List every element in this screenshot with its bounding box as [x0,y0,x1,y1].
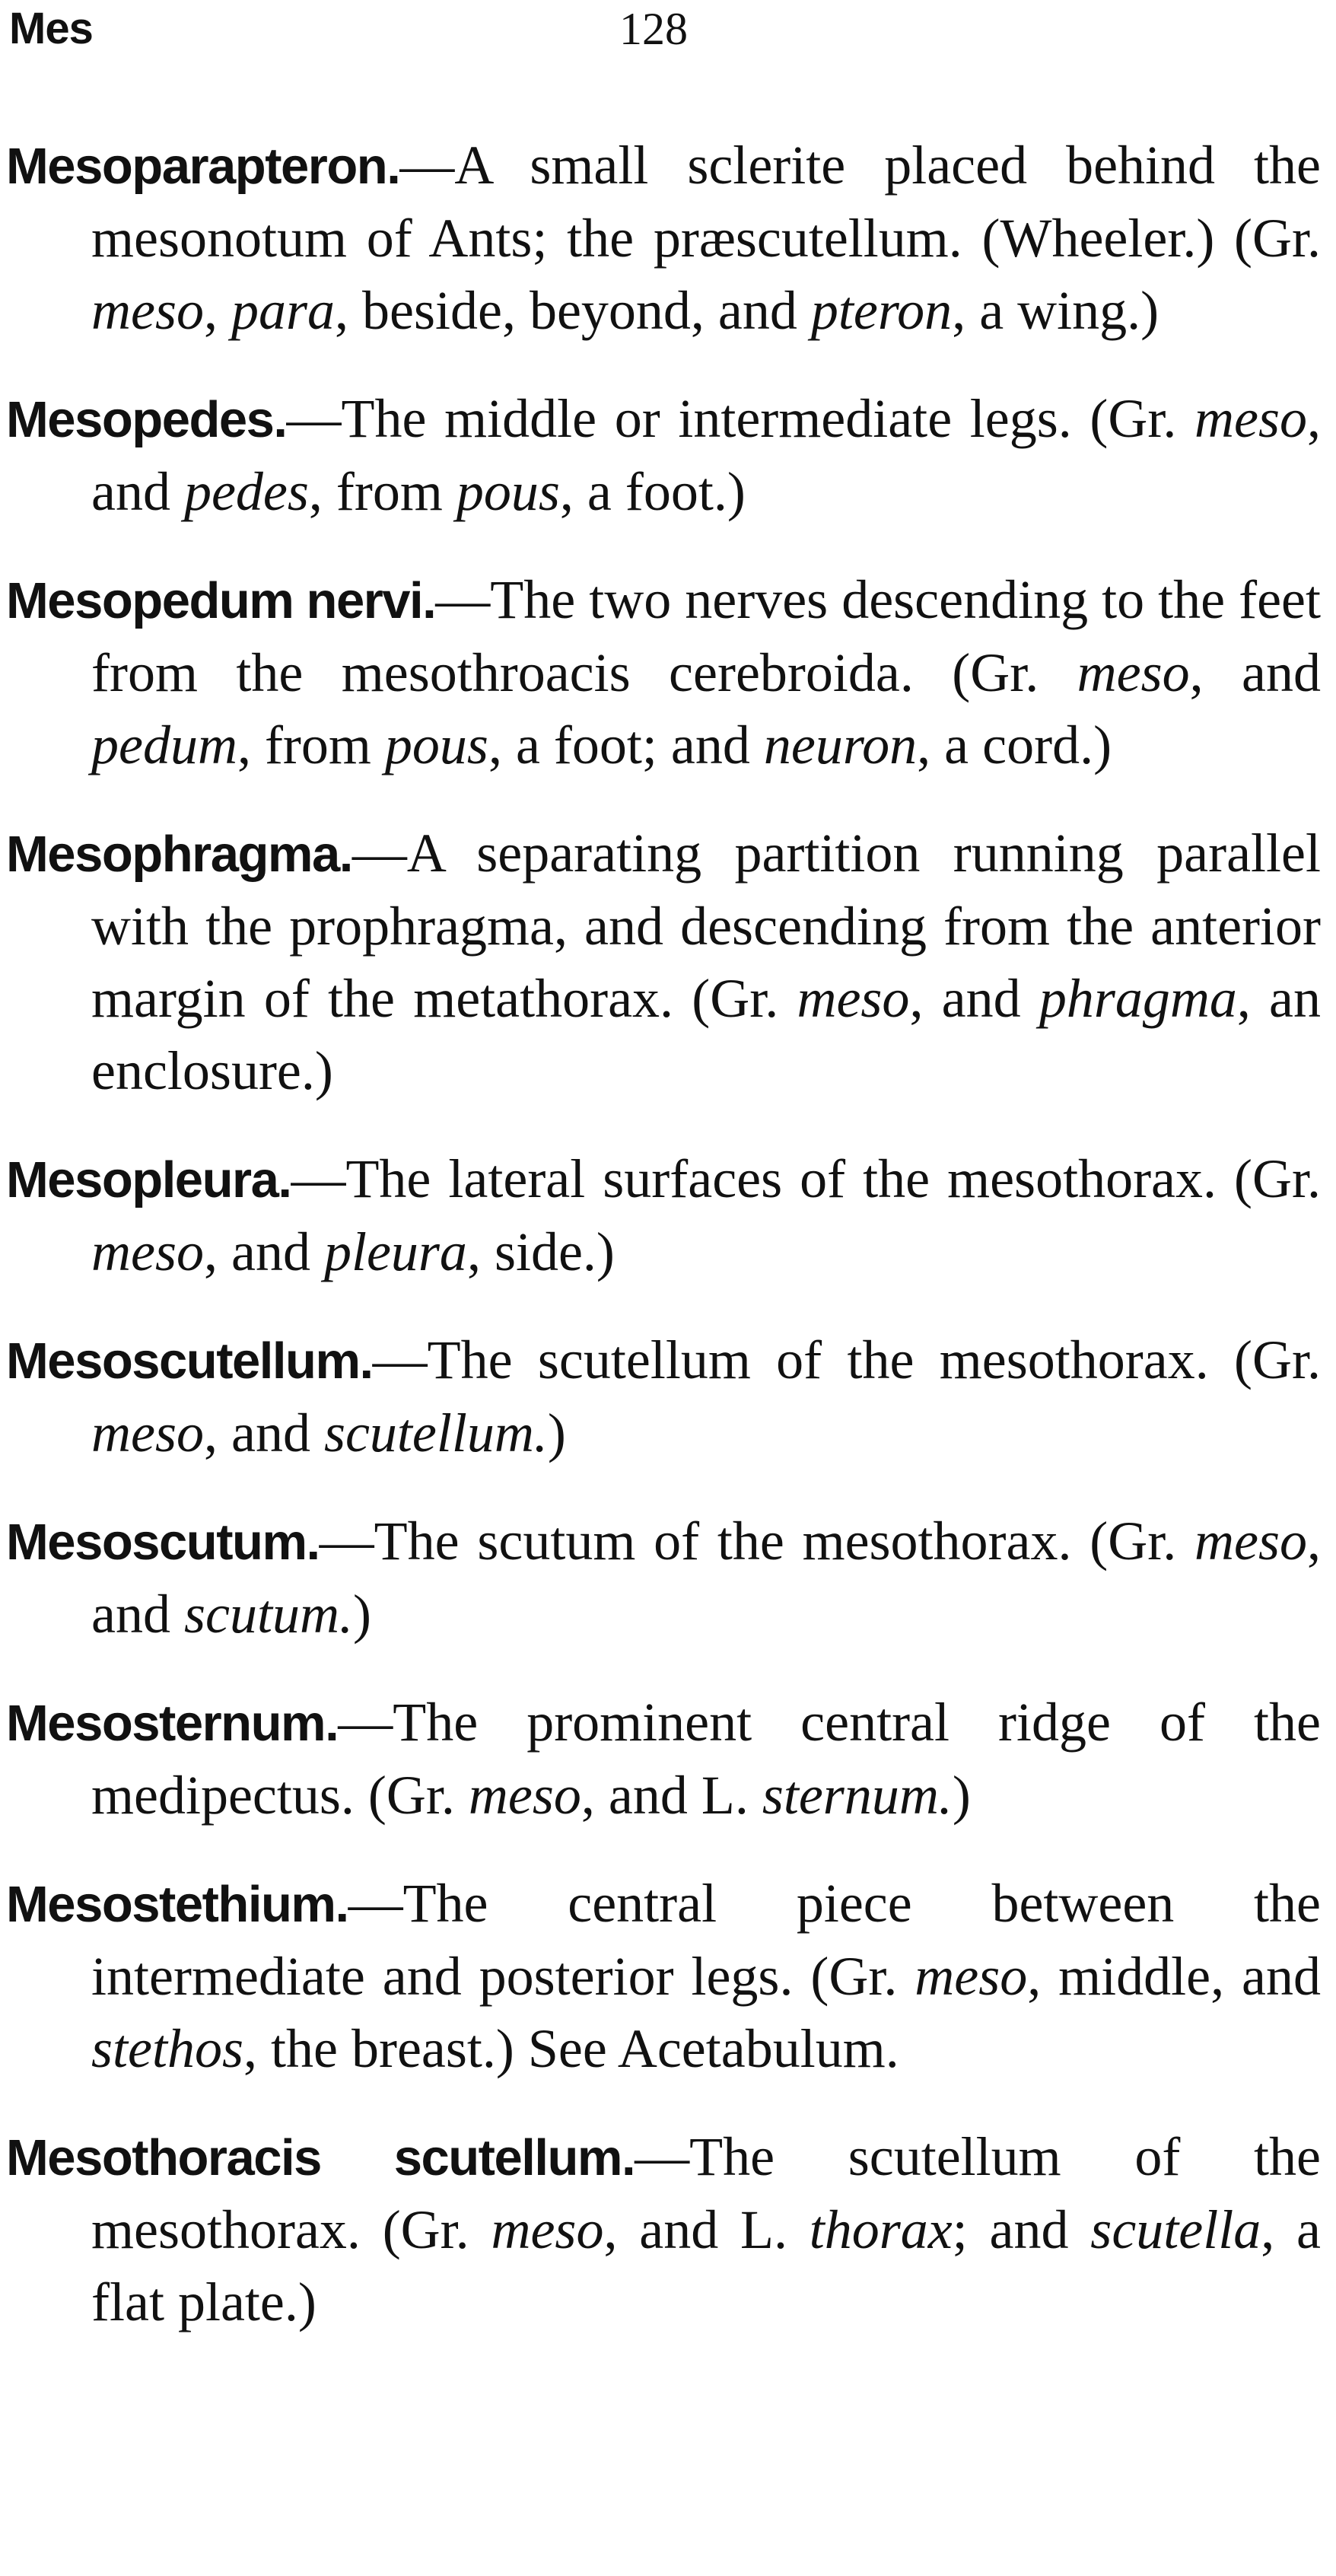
entry-definition: —The lateral surfaces of the mesothorax. (Gr. meso, and pleura, side.) [91,1148,1321,1282]
entry-headword: Mesosternum. [6,1695,339,1752]
entry-headword: Mesoscutum. [6,1514,320,1571]
entry-headword: Mesoscutellum. [6,1333,373,1390]
etymology-term: phragma [1039,968,1237,1029]
etymology-term: meso [468,1765,581,1826]
entry-definition: —A small sclerite placed behind the mesonotum of Ants; the præscutellum. (Wheeler.) (Gr. meso, para, beside, beyond, and pteron, a wing.) [91,135,1321,341]
entry-definition: —A separating partition running parallel with the prophragma, and descending from the anterior margin of the metathorax. (Gr. meso, and phragma, an enclosure.) [91,823,1321,1101]
etymology-term: neuron [763,715,918,775]
dictionary-entry [6,129,1321,347]
entry-headword: Mesopedum nervi. [6,572,436,629]
entry-headword: Mesoparapteron. [6,138,400,195]
etymology-term: scutellum. [323,1403,548,1463]
etymology-term: pleura [323,1221,467,1282]
dictionary-entry [6,1324,1321,1469]
dictionary-entry [6,1686,1321,1832]
page-number: 128 [619,4,688,54]
etymology-term: meso [91,1403,204,1463]
etymology-term: scutella [1090,2199,1261,2260]
entry-definition: —The central piece between the intermediate and posterior legs. (Gr. meso, middle, and stethos, the breast.) See Acetabulum. [91,1873,1321,2079]
entry-definition: —The two nerves descending to the feet from the mesothroacis cerebroida. (Gr. meso, and pedum, from pous, a foot; and neuron, a cord.) [91,569,1322,775]
entry-definition: —The scutellum of the mesothorax. (Gr. meso, and L. thorax; and scutella, a flat plate.) [91,2126,1322,2332]
entry-headword: Mesopleura. [6,1151,291,1208]
entry-definition: —The middle or intermediate legs. (Gr. meso, and pedes, from pous, a foot.) [91,388,1321,522]
dictionary-entry [6,564,1321,782]
entry-headword: Mesophragma. [6,826,352,883]
etymology-term: para [231,280,336,341]
entry-list [6,129,1321,2339]
etymology-term: pous [384,715,488,775]
dictionary-entry [6,383,1321,528]
running-head [6,0,1321,65]
etymology-term: meso [91,1221,204,1282]
etymology-term: meso [91,280,204,341]
etymology-term: pedes [183,461,309,522]
dictionary-entry [6,817,1321,1107]
dictionary-entry [6,1868,1321,2085]
etymology-term: meso [1194,1511,1307,1571]
etymology-term: meso [1077,642,1190,703]
etymology-term: pteron [810,280,953,341]
dictionary-entry [6,1505,1321,1651]
etymology-term: scutum. [183,1584,353,1645]
etymology-term: stethos [91,2018,244,2079]
etymology-term: sternum. [762,1765,953,1826]
etymology-term: meso [1194,388,1307,449]
entry-definition: —The prominent central ridge of the medipectus. (Gr. meso, and L. sternum.) [91,1692,1321,1826]
etymology-term: pedum [91,715,237,775]
entry-headword: Mesostethium. [6,1876,348,1933]
dictionary-entry [6,1143,1321,1288]
entry-headword: Mesopedes. [6,391,287,448]
etymology-term: meso [915,1946,1028,2007]
running-headword: Mes [9,4,93,53]
etymology-term: meso [797,968,910,1029]
etymology-term: meso [491,2199,604,2260]
dictionary-entry [6,2121,1321,2339]
entry-definition: —The scutum of the mesothorax. (Gr. meso, and scutum.) [91,1511,1321,1645]
etymology-term: thorax [809,2199,953,2260]
entry-definition: —The scutellum of the mesothorax. (Gr. meso, and scutellum.) [91,1329,1321,1463]
entry-headword: Mesothoracis scutellum. [6,2129,635,2186]
etymology-term: pous [456,461,560,522]
